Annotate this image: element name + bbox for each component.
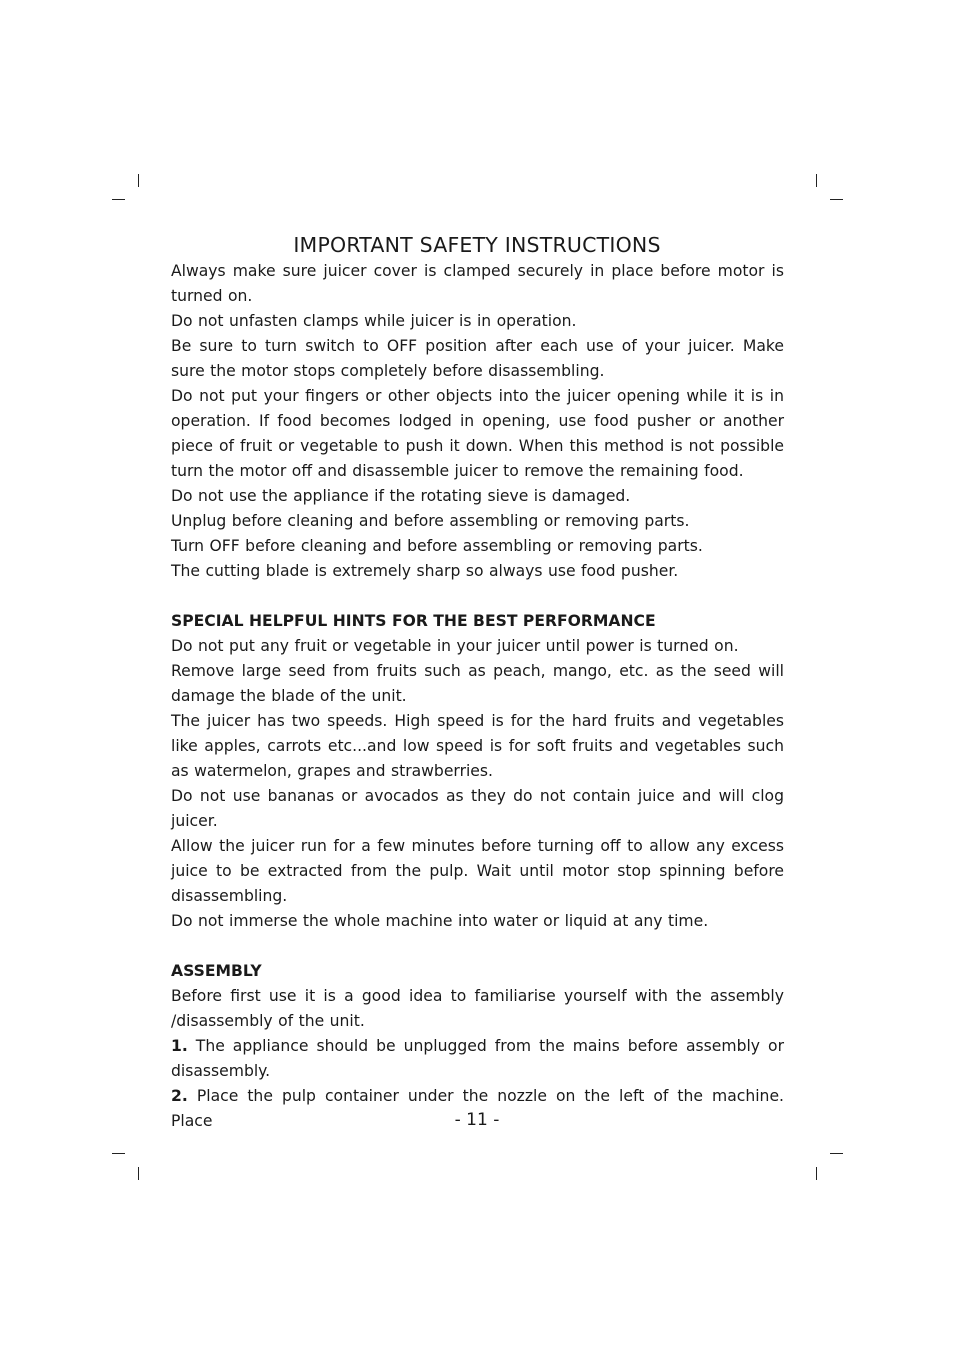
section-spacer — [171, 584, 784, 609]
hint-item: Do not put any fruit or vegetable in your juicer until power is turned on. — [171, 637, 739, 655]
step-text: Place the pulp container under the nozzle on the left of the machine. Place — [171, 1087, 784, 1130]
safety-item: Unplug before cleaning and before assembling or removing parts. — [171, 512, 690, 530]
safety-item: The cutting blade is extremely sharp so always use food pusher. — [171, 562, 679, 580]
crop-mark-bottom-left-horizontal — [112, 1153, 125, 1154]
hint-item: Do not use bananas or avocados as they do not contain juice and will clog juicer. — [171, 787, 784, 830]
crop-mark-top-left-horizontal — [112, 199, 125, 200]
safety-item: Be sure to turn switch to OFF position after each use of your juicer. Make sure the motor stops completely before disassembling. — [171, 337, 784, 380]
safety-item: Turn OFF before cleaning and before assembling or removing parts. — [171, 537, 703, 555]
crop-mark-top-right-horizontal — [830, 199, 843, 200]
assembly-intro: Before first use it is a good idea to familiarise yourself with the assembly /disassembly of the unit. — [171, 987, 784, 1030]
assembly-step — [171, 1034, 784, 1084]
safety-item: Do not unfasten clamps while juicer is in operation. — [171, 312, 577, 330]
crop-mark-bottom-left-vertical — [138, 1167, 139, 1180]
assembly-heading: ASSEMBLY — [171, 962, 262, 980]
hint-item: Allow the juicer run for a few minutes before turning off to allow any excess juice to be extracted from the pulp. Wait until motor stop spinning before disassembling. — [171, 837, 784, 905]
crop-mark-bottom-right-vertical — [816, 1167, 817, 1180]
page-title: IMPORTANT SAFETY INSTRUCTIONS — [293, 233, 661, 257]
step-text: The appliance should be unplugged from the mains before assembly or disassembly. — [171, 1037, 784, 1080]
crop-mark-top-right-vertical — [816, 174, 817, 187]
hint-item: Do not immerse the whole machine into water or liquid at any time. — [171, 912, 709, 930]
step-number: 2. — [171, 1087, 188, 1105]
page-number: - 11 - — [454, 1110, 500, 1130]
manual-content — [171, 259, 784, 1134]
safety-item: Always make sure juicer cover is clamped securely in place before motor is turned on. — [171, 262, 784, 305]
safety-item: Do not use the appliance if the rotating sieve is damaged. — [171, 487, 631, 505]
hints-section — [171, 609, 784, 934]
hints-heading: SPECIAL HELPFUL HINTS FOR THE BEST PERFORMANCE — [171, 612, 656, 630]
hint-item: Remove large seed from fruits such as peach, mango, etc. as the seed will damage the blade of the unit. — [171, 662, 784, 705]
safety-item: Do not put your fingers or other objects into the juicer opening while it is in operation. If food becomes lodged in opening, use food pusher or another piece of fruit or vegetable to push it down. When this method is not possible turn the motor off and disassemble juicer to remove the remaining food. — [171, 387, 784, 480]
section-spacer — [171, 934, 784, 959]
hint-item: The juicer has two speeds. High speed is for the hard fruits and vegetables like apples, carrots etc...and low speed is for soft fruits and vegetables such as watermelon, grapes and strawberries. — [171, 712, 784, 780]
crop-mark-top-left-vertical — [138, 174, 139, 187]
safety-section — [171, 259, 784, 584]
step-number: 1. — [171, 1037, 188, 1055]
crop-mark-bottom-right-horizontal — [830, 1153, 843, 1154]
